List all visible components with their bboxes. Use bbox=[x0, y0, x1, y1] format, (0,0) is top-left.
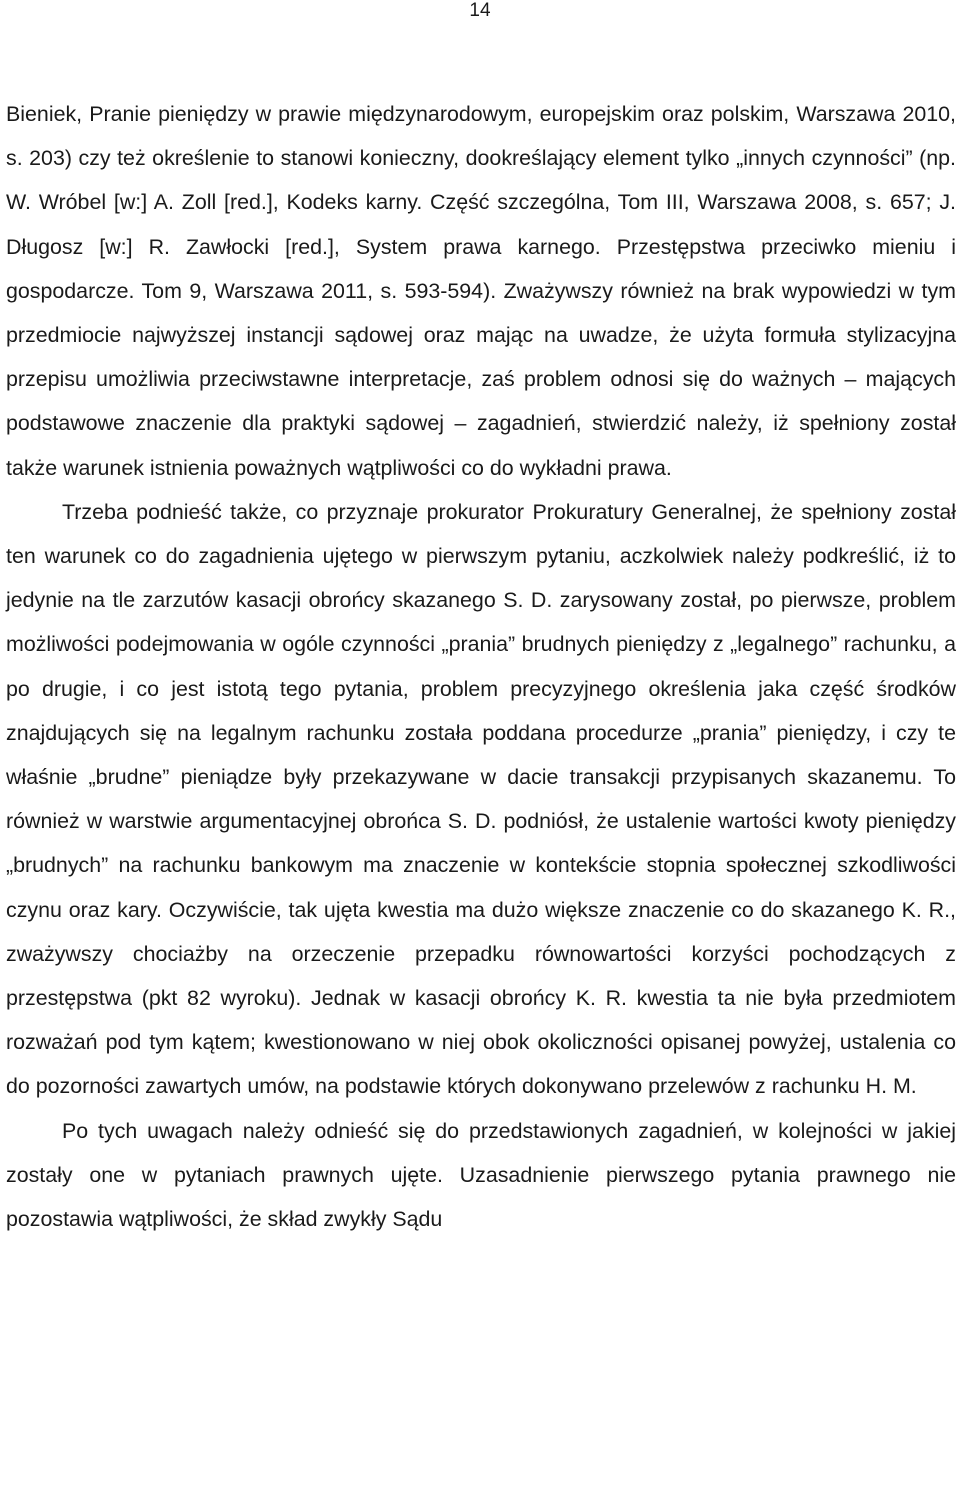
document-body bbox=[6, 92, 956, 1241]
paragraph-1: Bieniek, Pranie pieniędzy w prawie międzynarodowym, europejskim oraz polskim, Warszawa 2010, s. 203) czy też określenie to stanowi konieczny, dookreślający element tylko „innych czynności” (np. W. Wróbel [w:] A. Zoll [red.], Kodeks karny. Część szczególna, Tom III, Warszawa 2008, s. 657; J. Długosz [w:] R. Zawłocki [red.], System prawa karnego. Przestępstwa przeciwko mieniu i gospodarcze. Tom 9, Warszawa 2011, s. 593-594). Zważywszy również na brak wypowiedzi w tym przedmiocie najwyższej instancji sądowej oraz mając na uwadze, że użyta formuła stylizacyjna przepisu umożliwia przeciwstawne interpretacje, zaś problem odnosi się do ważnych – mających podstawowe znaczenie dla praktyki sądowej – zagadnień, stwierdzić należy, iż spełniony został także warunek istnienia poważnych wątpliwości co do wykładni prawa. bbox=[6, 102, 956, 480]
paragraph-3: Po tych uwagach należy odnieść się do przedstawionych zagadnień, w kolejności w jakiej zostały one w pytaniach prawnych ujęte. Uzasadnienie pierwszego pytania prawnego nie pozostawia wątpliwości, że skład zwykły Sądu bbox=[6, 1118, 956, 1232]
page-number: 14 bbox=[469, 0, 491, 21]
paragraph-2: Trzeba podnieść także, co przyznaje prokurator Prokuratury Generalnej, że spełniony został ten warunek co do zagadnienia ujętego w pierwszym pytaniu, aczkolwiek należy podkreślić, iż to jedynie na tle zarzutów kasacji obrońcy skazanego S. D. zarysowany został, po pierwsze, problem możliwości podejmowania w ogóle czynności „prania” brudnych pieniędzy z „legalnego” rachunku, a po drugie, i co jest istotą tego pytania, problem precyzyjnego określenia jaka część środków znajdujących się na legalnym rachunku została poddana procedurze „prania” pieniędzy, i czy te właśnie „brudne” pieniądze były przekazywane w dacie transakcji przypisanych skazanemu. To również w warstwie argumentacyjnej obrońca S. D. podniósł, że ustalenie wartości kwoty pieniędzy „brudnych” na rachunku bankowym ma znaczenie w kontekście stopnia społecznej szkodliwości czynu oraz kary. Oczywiście, tak ujęta kwestia ma dużo większe znaczenie co do skazanego K. R., zważywszy chociażby na orzeczenie przepadku równowartości korzyści pochodzących z przestępstwa (pkt 82 wyroku). Jednak w kasacji obrońcy K. R. kwestia ta nie była przedmiotem rozważań pod tym kątem; kwestionowano w niej obok okoliczności opisanej powyżej, ustalenia co do pozorności zawartych umów, na podstawie których dokonywano przelewów z rachunku H. M. bbox=[6, 499, 956, 1099]
